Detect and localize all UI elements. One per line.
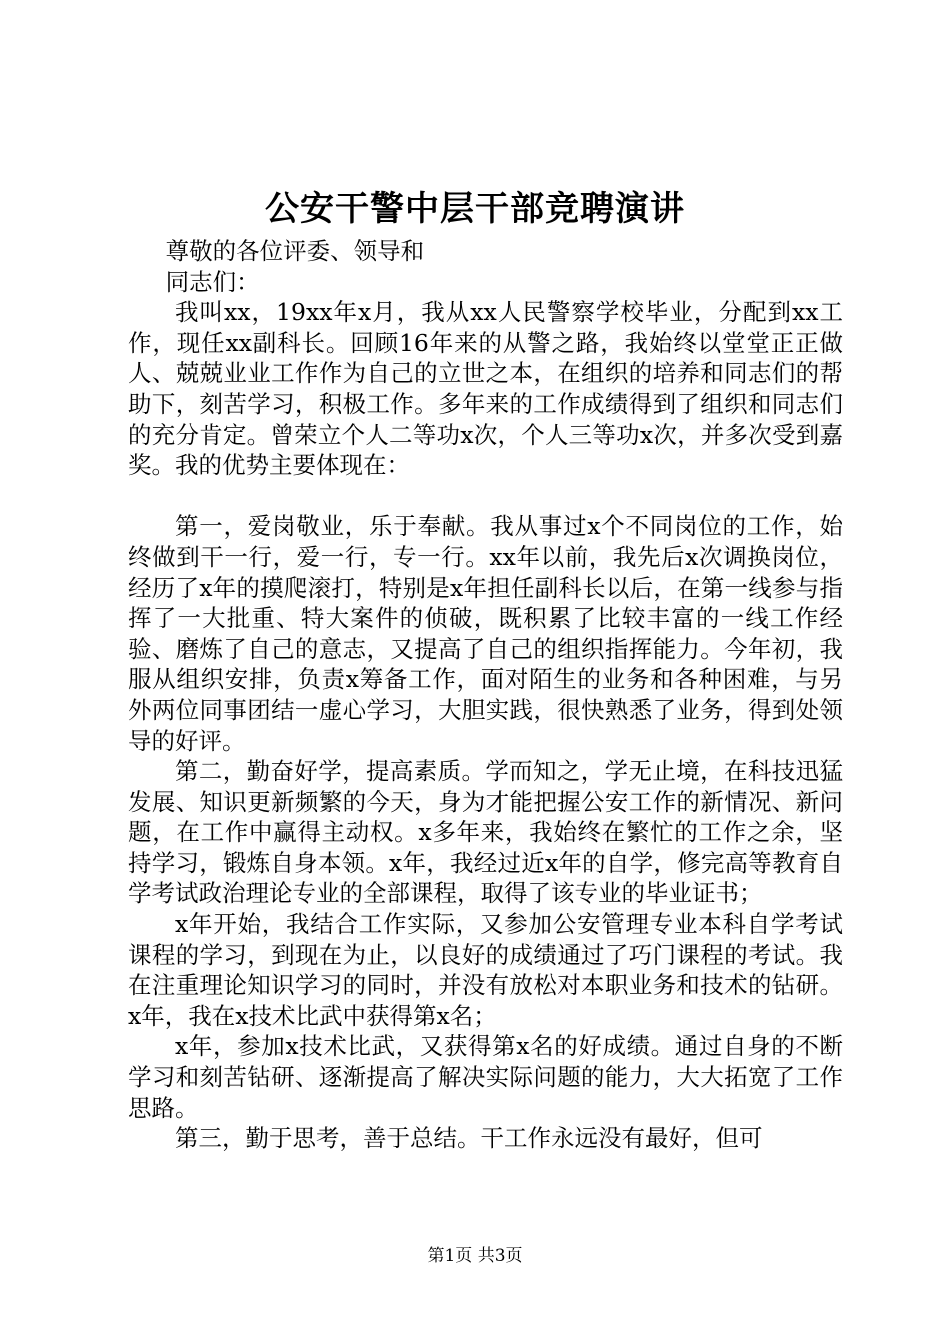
document-body [128, 236, 843, 1154]
paragraph-intro: 我叫xx，19xx年x月，我从xx人民警察学校毕业，分配到xx工作，现任xx副科长。回顾16年来的从警之路，我始终以堂堂正正做人、兢兢业业工作作为自己的立世之本，在组织的培养和同志们的帮助下，刻苦学习，积极工作。多年来的工作成绩得到了组织和同志们的充分肯定。曾荣立个人二等功x次，个人三等功x次，并多次受到嘉奖。我的优势主要体现在： [128, 298, 843, 480]
page-number-footer: 第1页 共3页 [427, 1246, 523, 1266]
paragraph-second-point: 第二，勤奋好学，提高素质。学而知之，学无止境，在科技迅猛发展、知识更新频繁的今天，身为才能把握公安工作的新情况、新问题，在工作中赢得主动权。x多年来，我始终在繁忙的工作之余，坚持学习，锻炼自身本领。x年，我经过近x年的自学，修完高等教育自学考试政治理论专业的全部课程，取得了该专业的毕业证书； [128, 757, 843, 908]
paragraph-first-point: 第一，爱岗敬业，乐于奉献。我从事过x个不同岗位的工作，始终做到干一行，爱一行，专一行。xx年以前，我先后x次调换岗位，经历了x年的摸爬滚打，特别是x年担任副科长以后，在第一线参与指挥了一大批重、特大案件的侦破，既积累了比较丰富的一线工作经验、磨炼了自己的意志，又提高了自己的组织指挥能力。今年初，我服从组织安排，负责x筹备工作，面对陌生的业务和各种困难，与另外两位同事团结一虚心学习，大胆实践，很快熟悉了业务，得到处领导的好评。 [128, 512, 843, 755]
paragraph-competition: x年，参加x技术比武，又获得第x名的好成绩。通过自身的不断学习和刻苦钻研、逐渐提高了解决实际问题的能力，大大拓宽了工作思路。 [128, 1032, 843, 1122]
page-title: 公安干警中层干部竞聘演讲 [265, 189, 685, 229]
salutation-line-2: 同志们： [165, 267, 260, 296]
paragraph-third-point: 第三，勤于思考，善于总结。干工作永远没有最好，但可 [175, 1124, 763, 1153]
salutation-line-1: 尊敬的各位评委、领导和 [165, 237, 425, 265]
paragraph-study: x年开始，我结合工作实际，又参加公安管理专业本科自学考试课程的学习，到现在为止，以良好的成绩通过了巧门课程的考试。我在注重理论知识学习的同时，并没有放松对本职业务和技术的钻研。x年，我在x技术比武中获得第x名； [128, 910, 843, 1030]
